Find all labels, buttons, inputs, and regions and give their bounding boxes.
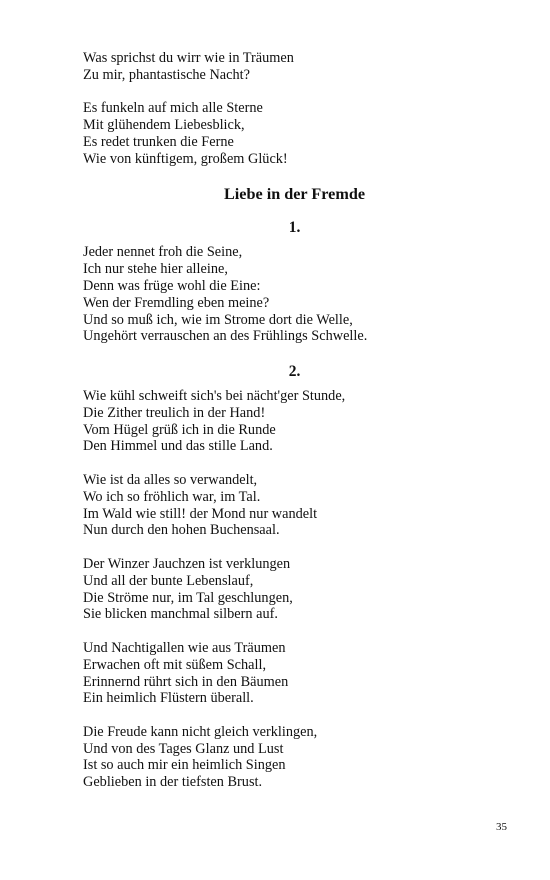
poem-line: Es funkeln auf mich alle Sterne [83,100,263,117]
poem-line: Erinnernd rührt sich in den Bäumen [83,673,289,690]
poem-line: Was sprichst du wirr wie in Träumen [83,50,294,66]
section-number: 1. [288,219,301,237]
poem-line: Jeder nennet froh die Seine, [83,244,243,261]
poem-line: Vom Hügel grüß ich in die Runde [83,421,276,438]
stanza [83,556,503,623]
page-number: 35 [496,821,507,833]
poem-line: Es redet trunken die Ferne [83,133,234,150]
section-number: 2. [288,362,301,380]
poem-title: Liebe in der Fremde [223,185,366,204]
poem-line: Wo ich so fröhlich war, im Tal. [83,488,261,505]
poem-line: Erwachen oft mit süßem Schall, [83,656,267,673]
poem-line: Und von des Tages Glanz und Lust [83,740,284,757]
poem-line: Und all der bunte Lebenslauf, [83,572,254,589]
poem-line: Mit glühendem Liebesblick, [83,117,245,134]
poem-line: Wie kühl schweift sich's bei nächt'ger Stunde, [83,387,346,404]
poem-line: Zu mir, phantastische Nacht? [83,66,250,83]
stanza [83,100,503,167]
poem-line: Die Ströme nur, im Tal geschlungen, [83,589,293,606]
poem-line: Den Himmel und das stille Land. [83,438,273,455]
poem-line: Ich nur stehe hier alleine, [83,261,228,278]
poem-line: Geblieben in der tiefsten Brust. [83,774,263,791]
poem-line: Nun durch den hohen Buchensaal. [83,522,280,539]
stanza [83,472,503,539]
poem-line: Im Wald wie still! der Mond nur wandelt [83,505,318,522]
poem-line: Wie ist da alles so verwandelt, [83,471,258,488]
stanza [83,388,503,455]
stanza [83,640,503,707]
poem-line: Ungehört verrauschen an des Frühlings Schwelle. [83,328,368,345]
poem-line: Die Zither treulich in der Hand! [83,404,266,421]
poem-line: Und Nachtigallen wie aus Träumen [83,639,286,656]
poem-line: Und so muß ich, wie im Strome dort die Welle, [83,311,353,328]
stanza [83,724,503,791]
poem-line: Ein heimlich Flüstern überall. [83,690,254,707]
page-content [83,50,503,808]
stanza [83,244,503,345]
poem-line: Wen der Fremdling eben meine? [83,294,270,311]
poem-line: Ist so auch mir ein heimlich Singen [83,757,286,774]
poem-line: Die Freude kann nicht gleich verklingen, [83,723,318,740]
poem-line: Sie blicken manchmal silbern auf. [83,606,278,623]
poem-line: Wie von künftigem, großem Glück! [83,150,288,167]
poem-line: Der Winzer Jauchzen ist verklungen [83,555,291,572]
stanza [83,50,503,84]
poem-line: Denn was früge wohl die Eine: [83,277,261,294]
